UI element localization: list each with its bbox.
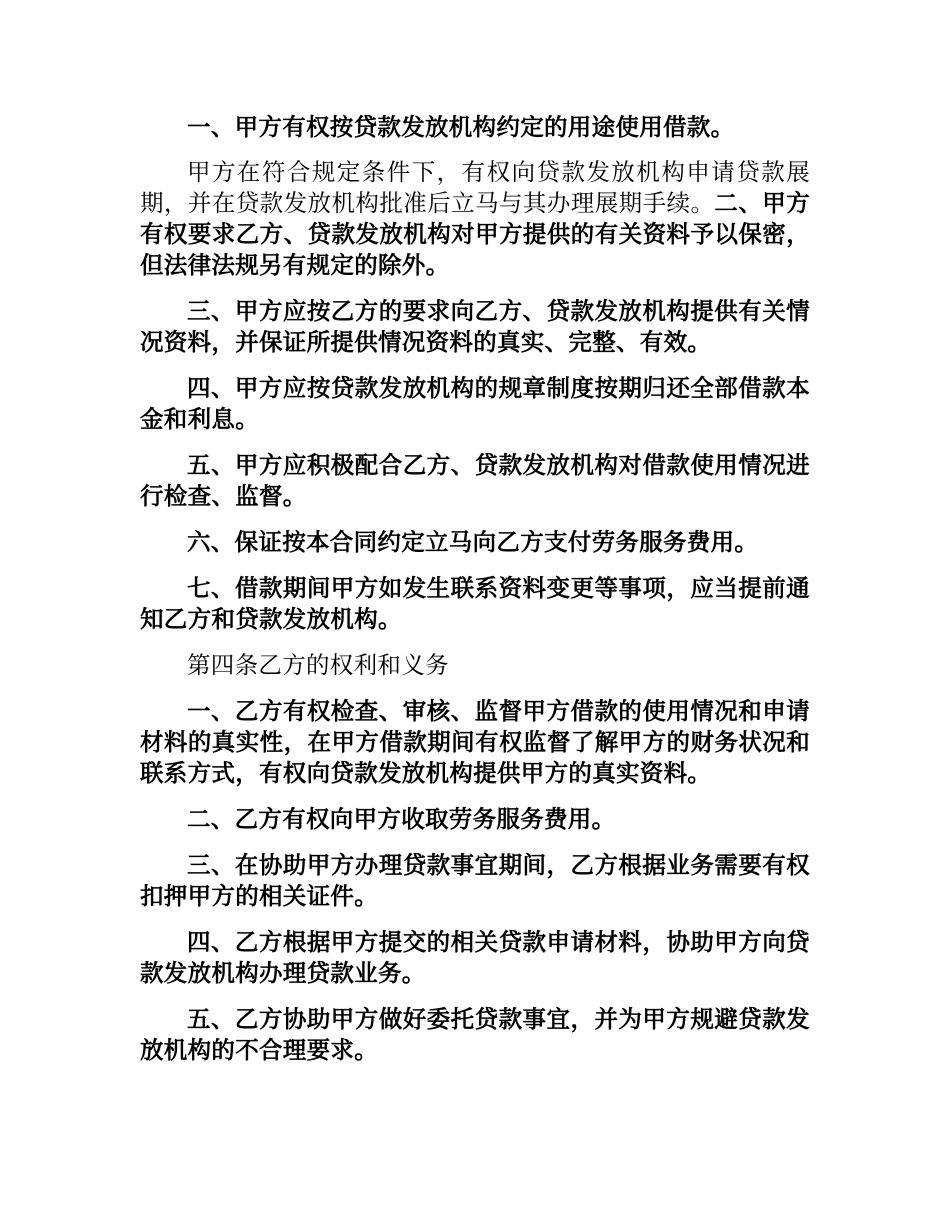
clause-party-b-right-2: 二、乙方有权向甲方收取劳务服务费用。 (187, 805, 616, 833)
clause-party-a-duty-6: 六、保证按本合同约定立马向乙方支付劳务服务费用。 (187, 528, 759, 556)
clause-party-b-duty-5: 五、乙方协助甲方做好委托贷款事宜，并为甲方规避贷款发放机构的不合理要求。 (140, 1005, 810, 1064)
clause-party-a-duty-4: 四、甲方应按贷款发放机构的规章制度按期归还全部借款本金和利息。 (140, 374, 810, 433)
clause-party-a-right-1: 一、甲方有权按贷款发放机构约定的用途使用借款。 (187, 113, 735, 141)
clause-party-b-right-1: 一、乙方有权检查、审核、监督甲方借款的使用情况和申请材料的真实性，在甲方借款期间有权监督了解甲方的财务状况和联系方式，有权向贷款发放机构提供甲方的真实资料。 (140, 697, 810, 787)
clause-party-a-duty-7: 七、借款期间甲方如发生联系资料变更等事项，应当提前通知乙方和贷款发放机构。 (140, 574, 810, 633)
article-4-heading: 第四条乙方的权利和义务 (187, 651, 449, 679)
clause-party-a-duty-3: 三、甲方应按乙方的要求向乙方、贷款发放机构提供有关情况资料，并保证所提供情况资料的真实、完整、有效。 (140, 297, 810, 356)
clause-party-b-right-3: 三、在协助甲方办理贷款事宜期间，乙方根据业务需要有权扣押甲方的相关证件。 (140, 851, 810, 910)
clause-party-a-duty-5: 五、甲方应积极配合乙方、贷款发放机构对借款使用情况进行检查、监督。 (140, 451, 810, 510)
clause-party-a-right-extension (140, 157, 810, 281)
clause-party-b-duty-4: 四、乙方根据甲方提交的相关贷款申请材料，协助甲方向贷款发放机构办理贷款业务。 (140, 928, 810, 987)
clause-party-a-right-2: 二、甲方有权要求乙方、贷款发放机构对甲方提供的有关资料予以保密，但法律法规另有规定的除外。 (140, 189, 811, 279)
clause-extension-text: 甲方在符合规定条件下，有权向贷款发放机构申请贷款展期，并在贷款发放机构批准后立马与其办理展期手续。 (140, 158, 810, 217)
document-page (140, 112, 810, 1081)
